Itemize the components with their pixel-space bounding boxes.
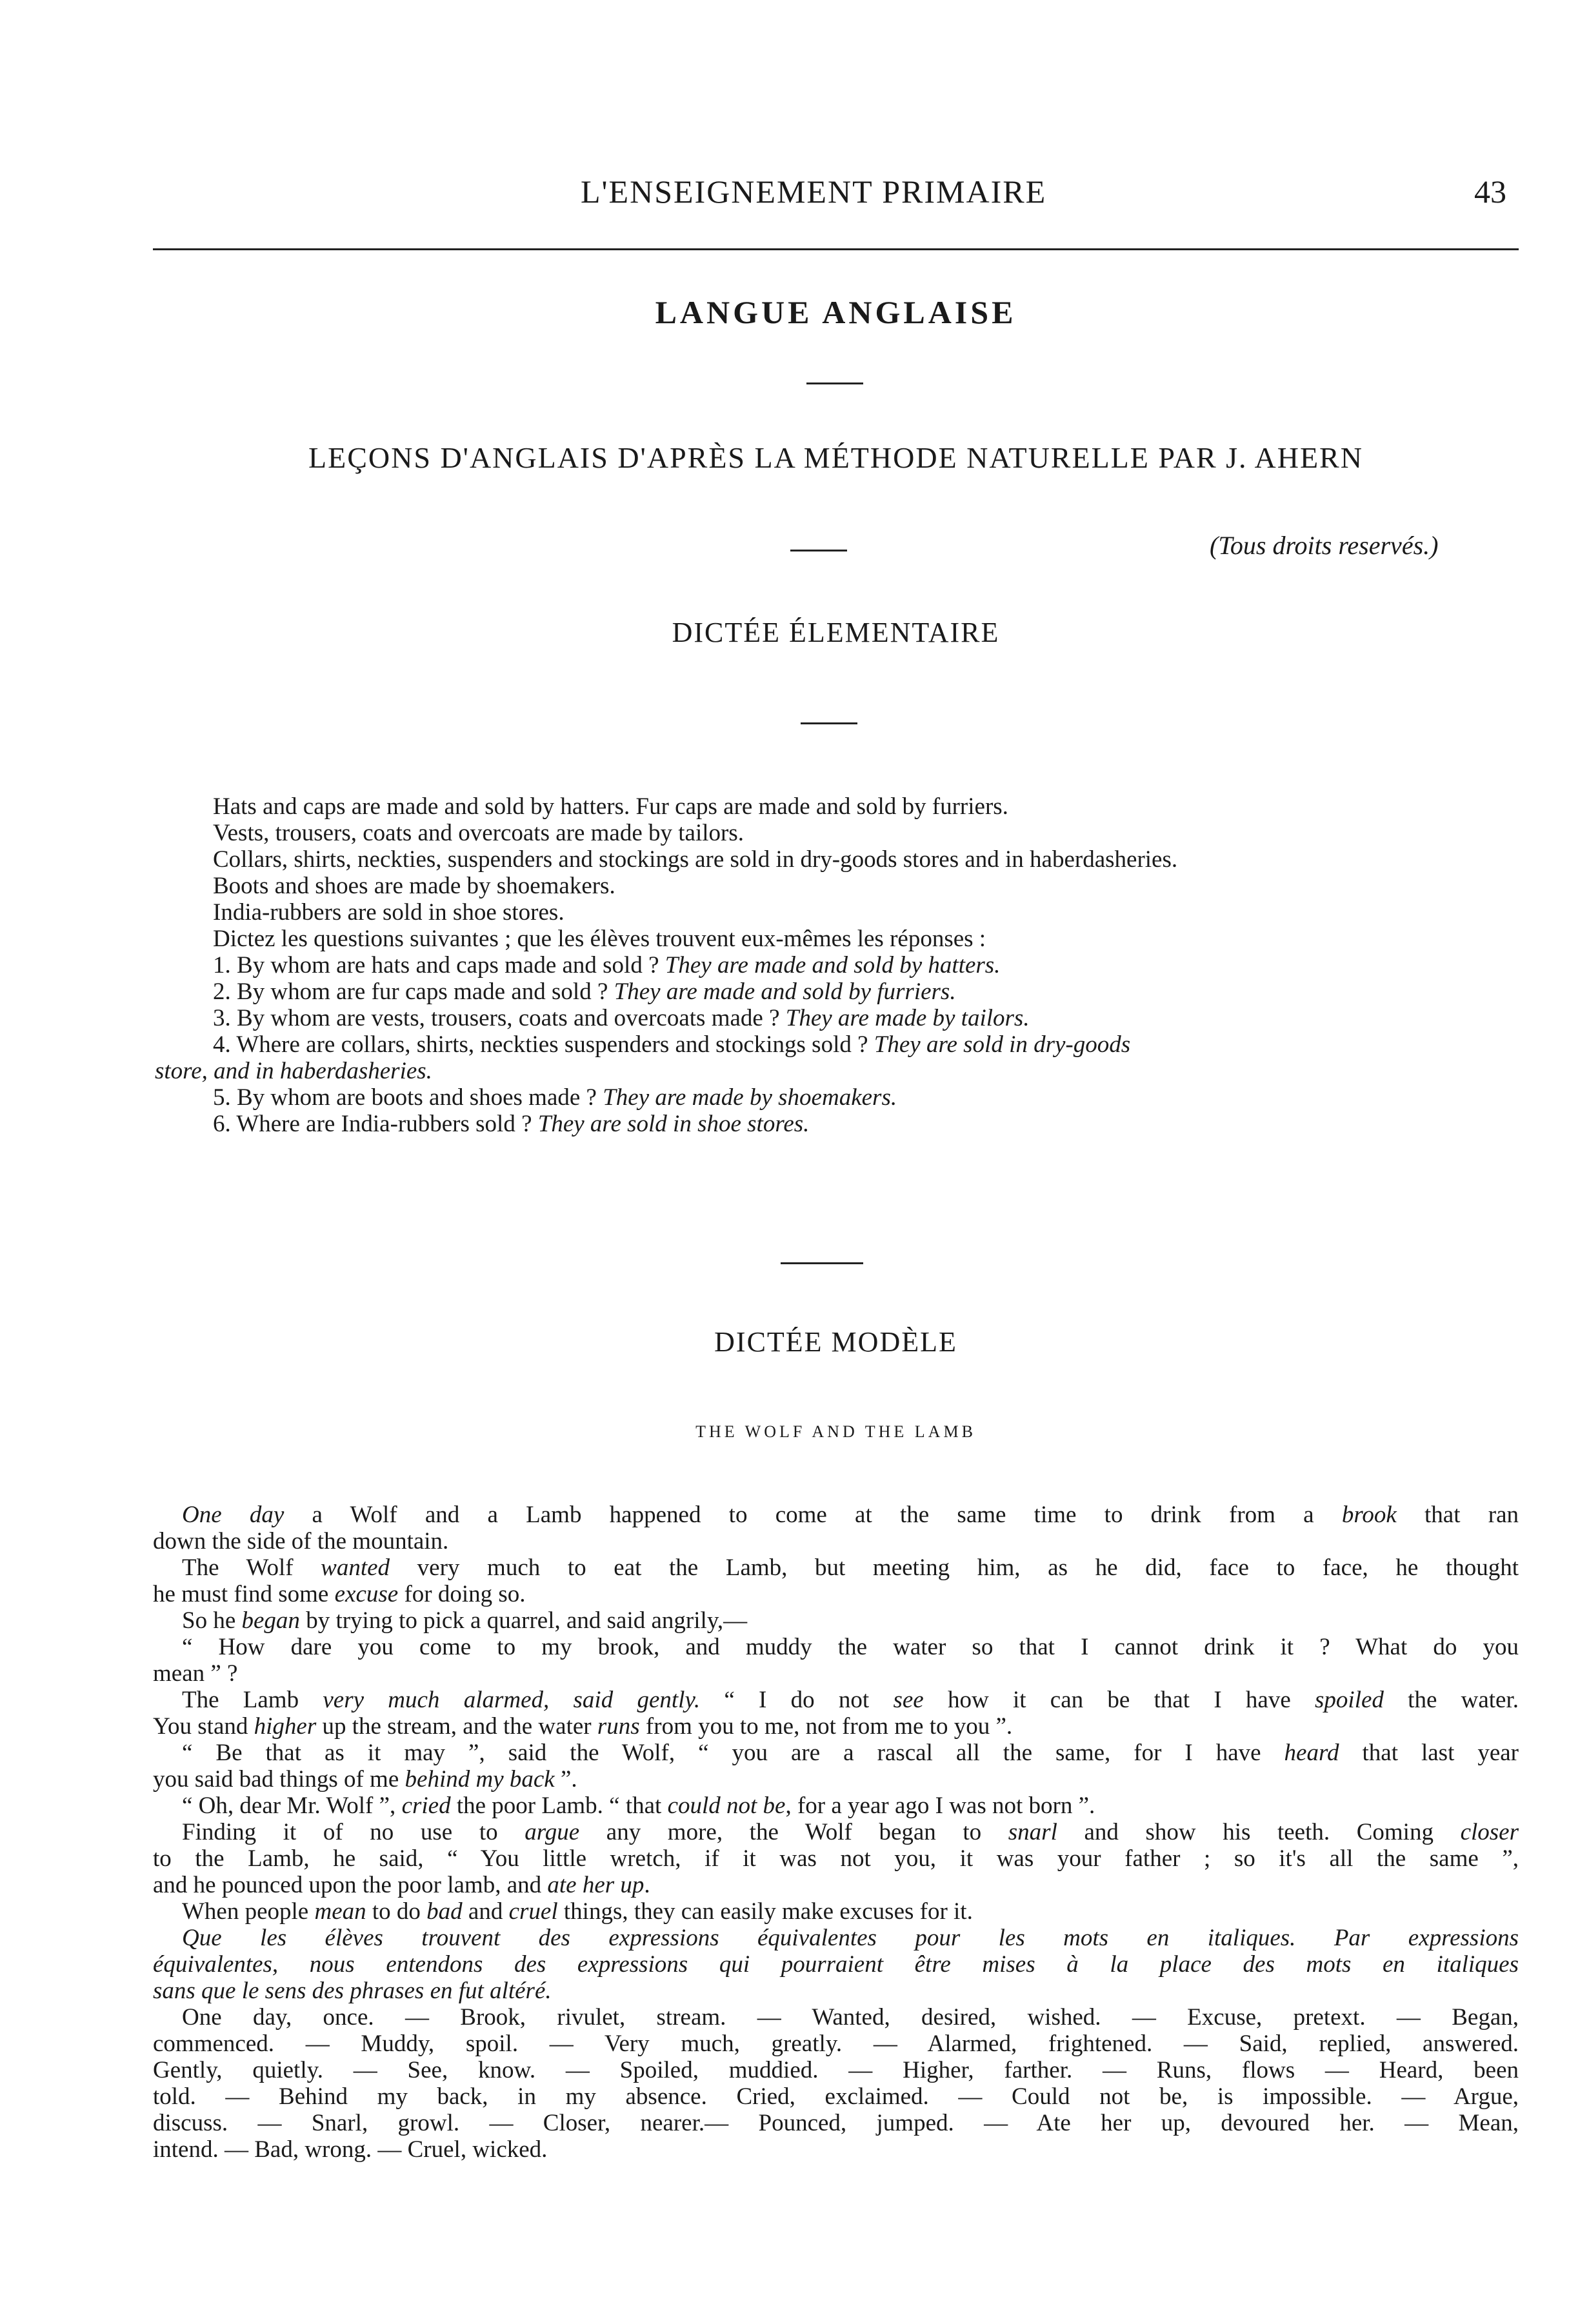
text: he must find some xyxy=(153,1581,335,1607)
section-divider xyxy=(781,1262,863,1264)
italic-term: cruel xyxy=(508,1898,558,1925)
question: 6. Where are India-rubbers sold ? xyxy=(213,1111,532,1137)
paragraph-line xyxy=(153,1819,1519,1845)
text: and he pounced upon the poor lamb, and xyxy=(153,1872,548,1898)
question: 3. By whom are vests, trousers, coats and overcoats made ? xyxy=(213,1005,780,1031)
journal-title: L'ENSEIGNEMENT PRIMAIRE xyxy=(581,174,1047,210)
question: 5. By whom are boots and shoes made ? xyxy=(213,1084,597,1111)
italic-term: bad xyxy=(426,1898,463,1925)
text: . xyxy=(644,1872,650,1898)
question-item xyxy=(213,1111,1503,1137)
instruction: Dictez les questions suivantes ; que les élèves trouvent eux-mêmes les réponses : xyxy=(213,926,986,952)
italic-term: higher xyxy=(254,1713,317,1740)
question: 2. By whom are fur caps made and sold ? xyxy=(213,978,608,1005)
paragraph-line: “ How dare you come to my brook, and muddy the water so that I cannot drink it ? What do you xyxy=(182,1634,1519,1660)
text: the poor Lamb. “ that xyxy=(450,1793,668,1819)
paragraph-line: down the side of the mountain. xyxy=(153,1528,449,1554)
italic-term: spoiled xyxy=(1315,1687,1384,1713)
text: “ Be that as it may ”, said the Wolf, “ you are a rascal all the same, for I have xyxy=(182,1740,1284,1766)
text: things, they can easily make excuses for it. xyxy=(557,1898,973,1925)
page-number: 43 xyxy=(1474,174,1506,210)
text: how it can be that I have xyxy=(923,1687,1315,1713)
text: and show his teeth. Coming xyxy=(1057,1819,1461,1845)
text: , for a year ago I was not born ”. xyxy=(785,1793,1095,1819)
answer: They are made and sold by furriers. xyxy=(614,978,956,1005)
italic-term: excuse xyxy=(334,1581,399,1607)
answer: They are made by shoemakers. xyxy=(603,1084,897,1111)
lesson-title: LEÇONS D'ANGLAIS D'APRÈS LA MÉTHODE NATURELLE PAR J. AHERN xyxy=(308,441,1363,474)
italic-term: wanted xyxy=(321,1554,390,1581)
paragraph-line xyxy=(153,1687,1519,1713)
italic-term: mean xyxy=(314,1898,366,1925)
question: 1. By whom are hats and caps made and sold ? xyxy=(213,952,659,978)
paragraph-line xyxy=(153,1898,1519,1925)
italic-term: could not be xyxy=(667,1793,786,1819)
paragraph-line xyxy=(153,1713,1519,1740)
instruction-line xyxy=(153,1925,1519,1951)
section-title: LANGUE ANGLAISE xyxy=(655,294,1017,330)
italic-term: began xyxy=(241,1607,300,1634)
sentence: Boots and shoes are made by shoemakers. xyxy=(213,873,615,899)
italic-term: snarl xyxy=(1008,1819,1057,1845)
paragraph-line: to the Lamb, he said, “ You little wretch, if it was not you, it was your father ; so it's all the same ”, xyxy=(153,1845,1519,1872)
question-item xyxy=(213,978,1503,1005)
divider-dash xyxy=(806,382,863,384)
instruction-line xyxy=(153,1951,1519,1978)
sentence: Collars, shirts, neckties, suspenders and stockings are sold in dry-goods stores and in haberdasheries. xyxy=(213,846,1178,873)
italic-term: cried xyxy=(401,1793,451,1819)
copyright-note: (Tous droits reservés.) xyxy=(1210,531,1439,560)
italic-term: closer xyxy=(1460,1819,1519,1845)
text: up the stream, and the water xyxy=(316,1713,597,1740)
question-item xyxy=(213,1084,1503,1111)
dictee-elementaire-body xyxy=(155,793,1503,1137)
paragraph-line xyxy=(153,1607,1519,1634)
text: that last year xyxy=(1339,1740,1519,1766)
glossary-line: One day, once. — Brook, rivulet, stream. — Wanted, desired, wished. — Excuse, pretext. — Began, xyxy=(182,2004,1519,2031)
text: from you to me, not from me to you ”. xyxy=(639,1713,1013,1740)
sentence: India-rubbers are sold in shoe stores. xyxy=(213,899,565,926)
text: you said bad things of me xyxy=(153,1766,405,1793)
answer: They are made and sold by hatters. xyxy=(665,952,1001,978)
paragraph-line: mean ” ? xyxy=(153,1660,238,1687)
text: to do xyxy=(366,1898,427,1925)
question-item xyxy=(213,952,1503,978)
italic-term: runs xyxy=(597,1713,640,1740)
question-item xyxy=(213,1005,1503,1031)
italic-term: One day xyxy=(182,1502,285,1528)
text: When people xyxy=(182,1898,315,1925)
text: “ Oh, dear Mr. Wolf ”, xyxy=(182,1793,402,1819)
sentence: Hats and caps are made and sold by hatters. Fur caps are made and sold by furriers. xyxy=(213,793,1008,820)
instruction-line xyxy=(153,1978,1519,2004)
glossary-line: Gently, quietly. — See, know. — Spoiled, muddied. — Higher, farther. — Runs, flows — Heard, been xyxy=(153,2057,1519,2083)
text: the water. xyxy=(1383,1687,1519,1713)
dictee-modele-body xyxy=(153,1502,1519,2163)
text: any more, the Wolf began to xyxy=(579,1819,1008,1845)
glossary-line: discuss. — Snarl, growl. — Closer, nearer.— Pounced, jumped. — Ate her up, devoured her. — Mean, xyxy=(153,2110,1519,2136)
paragraph-line xyxy=(153,1872,1519,1898)
instruction-text: Que les élèves trouvent des expressions équivalentes pour les mots en italiques. Par expressions xyxy=(182,1925,1519,1951)
italic-term: see xyxy=(893,1687,924,1713)
paragraph-line xyxy=(153,1793,1519,1819)
sentence: Vests, trousers, coats and overcoats are made by tailors. xyxy=(213,820,744,846)
paragraph-line xyxy=(153,1581,1519,1607)
divider-dash xyxy=(790,550,847,551)
question-item xyxy=(155,1058,1503,1084)
header-rule xyxy=(153,248,1519,250)
text: So he xyxy=(182,1607,242,1634)
paragraph-line xyxy=(153,1554,1519,1581)
answer: They are made by tailors. xyxy=(785,1005,1030,1031)
story-title: THE WOLF AND THE LAMB xyxy=(695,1422,976,1441)
paragraph-line xyxy=(153,1740,1519,1766)
text: “ I do not xyxy=(700,1687,894,1713)
text: Finding it of no use to xyxy=(182,1819,525,1845)
italic-term: behind my back xyxy=(405,1766,555,1793)
paragraph-line xyxy=(153,1502,1519,1528)
text: The Wolf xyxy=(182,1554,321,1581)
question-item xyxy=(213,1031,1503,1058)
text: by trying to pick a quarrel, and said angrily,— xyxy=(299,1607,748,1634)
instruction-text: équivalentes, nous entendons des expressions qui pourraient être mises à la place des mots en italiques xyxy=(153,1951,1519,1978)
text: a Wolf and a Lamb happened to come at the same time to drink from a xyxy=(284,1502,1342,1528)
text: You stand xyxy=(153,1713,254,1740)
divider-dash xyxy=(801,722,857,724)
text: very much to eat the Lamb, but meeting him, as he did, face to face, he thought xyxy=(390,1554,1519,1581)
running-head xyxy=(0,173,1589,224)
dictee-elementaire-heading: DICTÉE ÉLEMENTAIRE xyxy=(672,617,1000,648)
paragraph-line xyxy=(153,1766,1519,1793)
text: The Lamb xyxy=(182,1687,323,1713)
answer: They are sold in shoe stores. xyxy=(537,1111,810,1137)
question: 4. Where are collars, shirts, neckties suspenders and stockings sold ? xyxy=(213,1031,868,1058)
text: and xyxy=(462,1898,509,1925)
glossary-line: commenced. — Muddy, spoil. — Very much, greatly. — Alarmed, frightened. — Said, replied, answered. xyxy=(153,2031,1519,2057)
glossary-line: intend. — Bad, wrong. — Cruel, wicked. xyxy=(153,2136,548,2163)
italic-term: argue xyxy=(525,1819,580,1845)
answer: They are sold in dry-goods xyxy=(874,1031,1131,1058)
text: ”. xyxy=(554,1766,577,1793)
italic-term: heard xyxy=(1284,1740,1339,1766)
dictee-modele-heading: DICTÉE MODÈLE xyxy=(714,1326,957,1358)
text: for doing so. xyxy=(398,1581,526,1607)
italic-term: brook xyxy=(1341,1502,1397,1528)
glossary-line: told. — Behind my back, in my absence. Cried, exclaimed. — Could not be, is impossible. — Argue, xyxy=(153,2083,1519,2110)
instruction-text: sans que le sens des phrases en fut altéré. xyxy=(153,1978,552,2004)
answer-continued: store, and in haberdasheries. xyxy=(155,1058,432,1084)
italic-term: ate her up xyxy=(547,1872,645,1898)
italic-term: very much alarmed, said gently. xyxy=(323,1687,701,1713)
text: that ran xyxy=(1396,1502,1519,1528)
